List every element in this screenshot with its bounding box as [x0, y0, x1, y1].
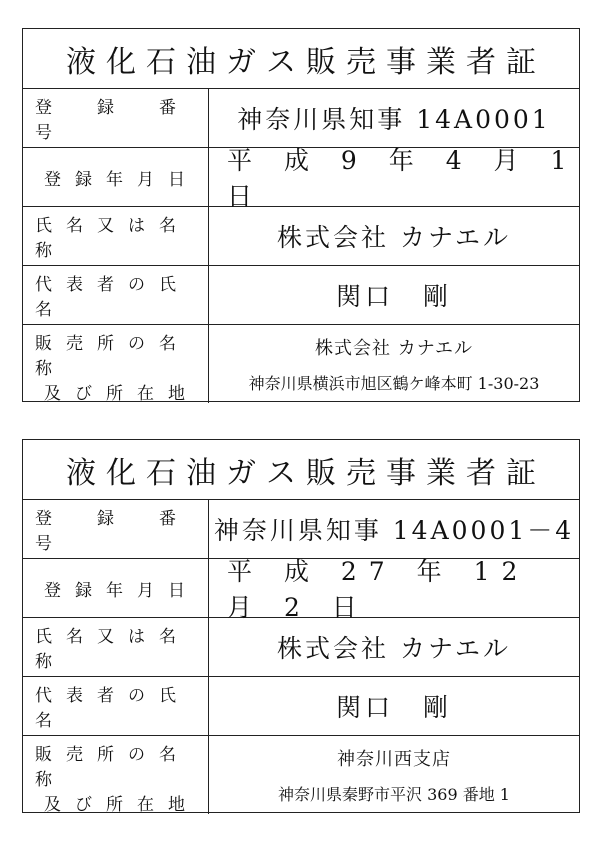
registration-date: 平 成 9 年 4 月 1 日: [227, 146, 579, 211]
office-info: [209, 736, 579, 814]
label-company-name: 氏名又は名称: [23, 618, 209, 676]
row-registration-number: [23, 89, 579, 148]
office-info: [209, 325, 579, 403]
label-office-line2: 及び所在地: [44, 795, 199, 815]
representative-name: 関口 剛: [335, 282, 452, 311]
label-registration-date: 登録年月日: [23, 148, 209, 206]
label-registration-number: 登 録 番 号: [23, 500, 209, 558]
company-name: 株式会社 カナエル: [277, 634, 511, 663]
label-registration-date: 登録年月日: [23, 559, 209, 617]
registration-date: 平 成 27 年 12 月 2 日: [227, 557, 530, 622]
label-registration-number: 登 録 番 号: [23, 89, 209, 147]
office-name: 株式会社 カナエル: [314, 338, 473, 360]
label-office: [23, 325, 209, 403]
row-registration-number: [23, 500, 579, 559]
row-representative: [23, 266, 579, 325]
office-address: 神奈川県横浜市旭区鶴ケ峰本町 1-30-23: [248, 373, 540, 393]
office-name: 神奈川西支店: [337, 749, 451, 771]
representative-name: 関口 剛: [335, 693, 452, 722]
label-representative: 代表者の氏名: [23, 266, 209, 324]
registration-number: 神奈川県知事 14A0001: [237, 105, 551, 134]
label-representative: 代表者の氏名: [23, 677, 209, 735]
label-company-name: 氏名又は名称: [23, 207, 209, 265]
company-name: 株式会社 カナエル: [277, 223, 511, 252]
row-office: [23, 736, 579, 814]
row-registration-date: [23, 146, 579, 211]
office-address: 神奈川県秦野市平沢 369 番地 1: [278, 784, 510, 804]
certificate-title: 液化石油ガス販売事業者証: [23, 440, 579, 500]
label-office-line1: 販売所の名称: [35, 745, 190, 790]
certificate-1: [22, 28, 580, 402]
row-company-name: [23, 207, 579, 266]
row-representative: [23, 677, 579, 736]
label-office: [23, 736, 209, 814]
row-registration-date: [23, 557, 579, 622]
row-office: [23, 325, 579, 403]
row-company-name: [23, 618, 579, 677]
label-office-line2: 及び所在地: [44, 384, 199, 404]
certificate-2: [22, 439, 580, 813]
label-office-line1: 販売所の名称: [35, 334, 190, 379]
certificate-title: 液化石油ガス販売事業者証: [23, 29, 579, 89]
registration-number: 神奈川県知事 14A0001－4: [213, 516, 575, 545]
